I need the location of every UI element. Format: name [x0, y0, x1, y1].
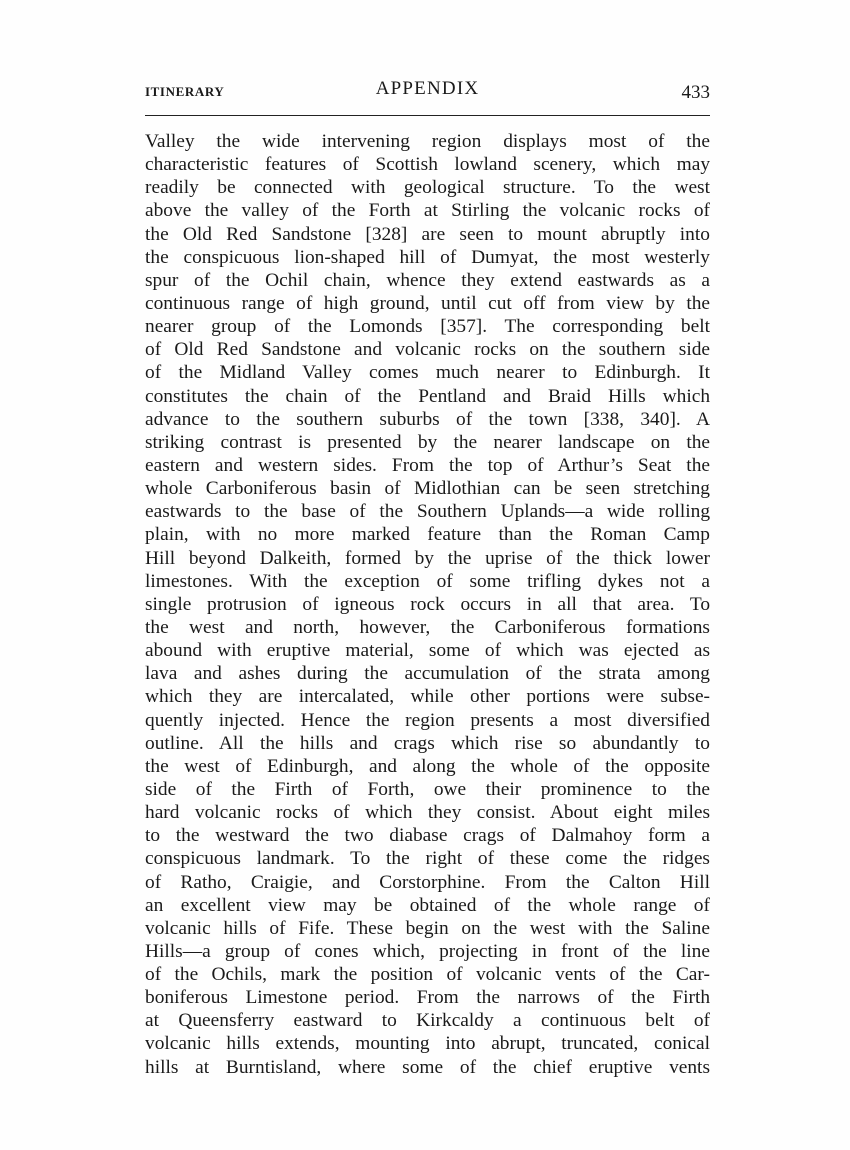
- text-line: side of the Firth of Forth, owe their prominence to the: [145, 778, 711, 800]
- text-line: of Old Red Sandstone and volcanic rocks on the southern side: [145, 339, 711, 361]
- text-line: the Old Red Sandstone [328] are seen to mount abruptly into: [145, 223, 710, 245]
- page-number: 433: [681, 82, 710, 103]
- text-line: boniferous Limestone period. From the narrows of the Firth: [145, 987, 711, 1009]
- running-head: [145, 78, 710, 108]
- chapter-title: APPENDIX: [375, 78, 480, 99]
- text-line: characteristic features of Scottish lowland scenery, which may: [145, 154, 711, 176]
- text-line: of the Ochils, mark the position of volcanic vents of the Car-: [145, 964, 710, 986]
- text-line: the conspicuous lion-shaped hill of Dumyat, the most westerly: [145, 246, 710, 268]
- text-line: Hill beyond Dalkeith, formed by the uprise of the thick lower: [145, 547, 710, 569]
- text-line: Valley the wide intervening region displays most of the: [145, 131, 710, 152]
- text-line: to the westward the two diabase crags of Dalmahoy form a: [145, 825, 711, 847]
- text-line: at Queensferry eastward to Kirkcaldy a continuous belt of: [145, 1010, 710, 1032]
- text-line: eastern and western sides. From the top of Arthur’s Seat the: [145, 454, 711, 476]
- section-title: ITINERARY: [145, 84, 225, 99]
- text-line: of Ratho, Craigie, and Corstorphine. From the Calton Hill: [145, 871, 710, 893]
- text-line: constitutes the chain of the Pentland and Braid Hills which: [145, 385, 711, 407]
- text-line: eastwards to the base of the Southern Uplands—a wide rolling: [145, 501, 711, 523]
- text-line: quently injected. Hence the region presents a most diversified: [145, 709, 711, 731]
- text-line: continuous range of high ground, until cut off from view by the: [145, 292, 711, 314]
- text-line: striking contrast is presented by the nearer landscape on the: [145, 431, 711, 453]
- text-line: hard volcanic rocks of which they consist. About eight miles: [145, 802, 710, 824]
- text-line: single protrusion of igneous rock occurs in all that area. To: [145, 593, 711, 615]
- text-line: which they are intercalated, while other portions were subse-: [145, 686, 711, 708]
- text-line: advance to the southern suburbs of the town [338, 340]. A: [145, 408, 711, 430]
- text-line: readily be connected with geological structure. To the west: [145, 177, 710, 199]
- text-line: of the Midland Valley comes much nearer to Edinburgh. It: [145, 362, 711, 384]
- text-line: whole Carboniferous basin of Midlothian can be seen stretching: [145, 478, 710, 500]
- text-line: hills at Burntisland, where some of the chief eruptive vents: [145, 1056, 710, 1078]
- text-line: abound with eruptive material, some of which was ejected as: [145, 640, 711, 662]
- text-line: lava and ashes during the accumulation of the strata among: [145, 663, 710, 685]
- text-line: above the valley of the Forth at Stirling the volcanic rocks of: [145, 200, 710, 222]
- text-line: conspicuous landmark. To the right of these come the ridges: [145, 848, 710, 870]
- text-line: limestones. With the exception of some trifling dykes not a: [145, 570, 710, 592]
- text-line: volcanic hills extends, mounting into abrupt, truncated, conical: [145, 1033, 710, 1055]
- text-line: Hills—a group of cones which, projecting in front of the line: [145, 940, 710, 962]
- text-line: the west of Edinburgh, and along the whole of the opposite: [145, 755, 711, 777]
- text-line: nearer group of the Lomonds [357]. The corresponding belt: [145, 316, 710, 338]
- text-line: outline. All the hills and crags which rise so abundantly to: [145, 732, 710, 754]
- text-line: the west and north, however, the Carboniferous formations: [145, 616, 710, 638]
- text-line: spur of the Ochil chain, whence they extend eastwards as a: [145, 269, 711, 291]
- text-line: volcanic hills of Fife. These begin on the west with the Saline: [145, 917, 710, 939]
- text-line: an excellent view may be obtained of the whole range of: [145, 894, 710, 916]
- body-paragraph: [145, 130, 710, 1079]
- text-line: plain, with no more marked feature than the Roman Camp: [145, 524, 710, 546]
- header-rule: [145, 115, 710, 116]
